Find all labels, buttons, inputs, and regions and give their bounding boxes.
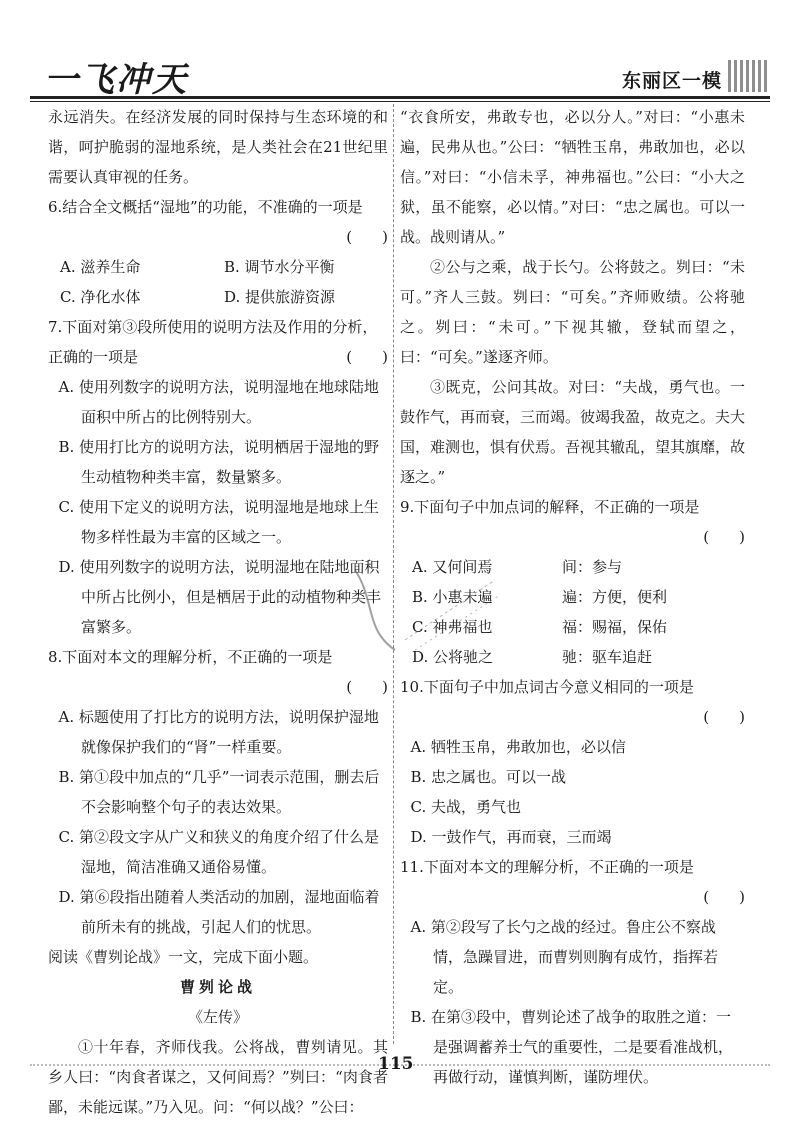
question-6-options	[48, 252, 388, 312]
option-c: C. 夫战，勇气也	[410, 798, 521, 816]
option-c: C. 净化水体	[60, 288, 141, 306]
answer-paren: ( )	[703, 708, 745, 726]
article-paragraph-1: ①十年春，齐师伐我。公将战，曹刿请见。其乡人曰：“肉食者谋之，又何间焉？”刿曰：“肉食者鄙，未能远谋。”乃入见。问：“何以战？”公曰：	[48, 1038, 388, 1116]
answer-paren: ( )	[346, 678, 388, 696]
option-b: B. 使用打比方的说明方法，说明栖居于湿地的野生动植物种类丰富，数量繁多。	[58, 438, 380, 486]
passage-continuation: 永远消失。在经济发展的同时保持与生态环境的和谐，呵护脆弱的湿地系统，是人类社会在21世纪里需要认真审视的任务。	[48, 108, 388, 186]
question-9-option-d: D. 公将驰之 驰：驱车追赶	[412, 648, 653, 666]
question-6-stem: 6.结合全文概括“湿地”的功能，不准确的一项是	[48, 198, 363, 216]
page-header	[30, 40, 770, 102]
option-a: A. 牺牲玉帛，弗敢加也，必以信	[410, 738, 626, 756]
article-paragraph-1-continued: “衣食所安，弗敢专也，必以分人。”对曰：“小惠未遍，民弗从也。”公曰：“牺牲玉帛，弗敢加也，必以信。”对曰：“小信未孚，神弗福也。”公曰：“小大之狱，虽不能察，必以情。”对曰：“忠之属也。可以一战。战则请从。”	[400, 108, 745, 246]
answer-paren: ( )	[346, 228, 388, 246]
option-c: C. 第②段文字从广义和狭义的角度介绍了什么是湿地，简洁准确又通俗易懂。	[58, 828, 379, 876]
option-a: A. 滋养生命	[60, 258, 141, 276]
answer-paren: ( )	[346, 348, 388, 366]
option-c: C. 使用下定义的说明方法，说明湿地是地球上生物多样性最为丰富的区域之一。	[58, 498, 379, 546]
page-number: 115	[378, 1054, 414, 1074]
brand-logo: 一飞冲天	[44, 60, 188, 100]
option-b: B. 第①段中加点的“几乎”一词表示范围，删去后不会影响整个句子的表达效果。	[58, 768, 380, 816]
option-d: D. 一鼓作气，再而衰，三而竭	[410, 828, 612, 846]
question-10-stem: 10.下面句子中加点词古今意义相同的一项是	[400, 678, 694, 696]
option-d: D. 第⑥段指出随着人类活动的加剧，湿地面临着前所未有的挑战，引起人们的忧思。	[58, 888, 380, 936]
exam-title: 东丽区一模	[621, 70, 722, 92]
decorative-pattern-icon	[728, 60, 770, 92]
question-11-stem: 11.下面对本文的理解分析，不正确的一项是	[400, 858, 694, 876]
option-a: A. 第②段写了长勺之战的经过。鲁庄公不察战情，急躁冒进，而曹刿则胸有成竹，指挥若定。	[410, 918, 719, 996]
article-title: 曹刿论战	[179, 978, 256, 996]
answer-paren: ( )	[703, 528, 745, 546]
option-b: B. 调节水分平衡	[224, 258, 335, 276]
option-d: D. 提供旅游资源	[224, 288, 336, 306]
watermark-stamp-icon	[335, 560, 505, 660]
question-9-stem: 9.下面句子中加点词的解释，不正确的一项是	[400, 498, 700, 516]
question-8-stem: 8.下面对本文的理解分析，不正确的一项是	[48, 648, 333, 666]
question-9-option-b: B. 小惠未遍 遍：方便，便利	[412, 588, 668, 606]
header-rule-thick	[30, 96, 770, 99]
answer-paren: ( )	[703, 888, 745, 906]
option-d: D. 使用列数字的说明方法，说明湿地在陆地面积中所占比例小，但是栖居于此的动植物种类丰富繁多。	[58, 558, 382, 636]
article-paragraph-3: ③既克，公问其故。对曰：“夫战，勇气也。一鼓作气，再而衰，三而竭。彼竭我盈，故克之。夫大国，难测也，惧有伏焉。吾视其辙乱，望其旗靡，故逐之。”	[400, 378, 746, 486]
option-b: B. 在第③段中，曹刿论述了战争的取胜之道：一是强调蓄养士气的重要性，二是要看准战机，再做行动，谨慎判断，谨防埋伏。	[410, 1008, 734, 1086]
article-paragraph-2: ②公与之乘，战于长勺。公将鼓之。刿曰：“未可。”齐人三鼓。刿曰：“可矣。”齐师败绩。公将驰之。刿曰：“未可。”下视其辙，登轼而望之，曰：“可矣。”遂逐齐师。	[400, 258, 745, 366]
question-9-option-a: A. 又何间焉 间：参与	[412, 558, 623, 576]
question-7-stem: 7.下面对第③段所使用的说明方法及作用的分析，正确的一项是 ( )	[48, 312, 388, 372]
option-a: A. 标题使用了打比方的说明方法，说明保护湿地就像保护我们的“肾”一样重要。	[58, 708, 379, 756]
option-b: B. 忠之属也。可以一战	[410, 768, 567, 786]
option-a: A. 使用列数字的说明方法，说明湿地在地球陆地面积中所占的比例特别大。	[58, 378, 379, 426]
article-source: 《左传》	[187, 1008, 248, 1026]
question-9-option-c: C. 神弗福也 福：赐福，保佑	[412, 618, 668, 636]
reading-instruction: 阅读《曹刿论战》一文，完成下面小题。	[48, 948, 319, 966]
